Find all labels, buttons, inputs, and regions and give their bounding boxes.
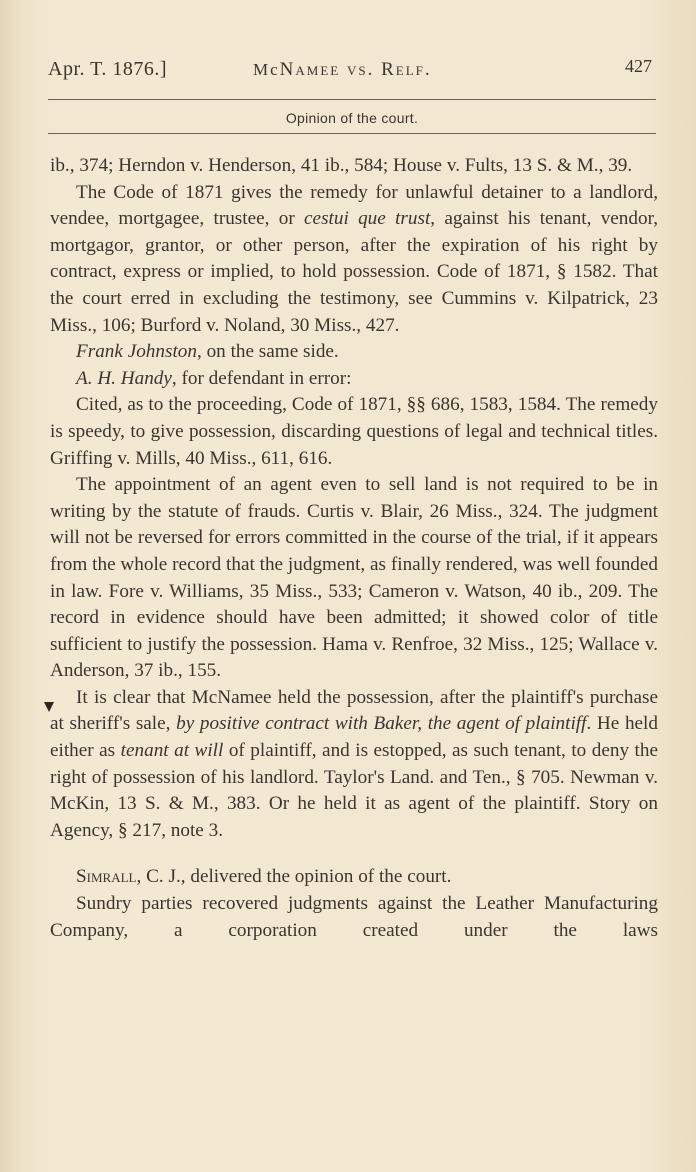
case-title-rest: Namee vs. Relf. <box>279 59 432 80</box>
paragraph: Cited, as to the proceeding, Code of 1871, §§ 686, 1583, 1584. The remedy is speedy, to give possession, discarding questions of legal and technical titles. Griffing v. Mills, 40 Miss., 611, 616. <box>50 394 658 469</box>
paragraph: Sundry parties recovered judgments against the Leather Manufacturing Company, a corporation created under the laws <box>50 893 658 941</box>
paragraph: A. H. Handy, for defendant in error: <box>76 367 352 389</box>
judge-name: Simrall, C. J. <box>76 866 181 888</box>
paragraph: ib., 374; Herndon v. Henderson, 41 ib., 584; House v. Fults, 13 S. & M., 39. <box>50 155 633 176</box>
body-text <box>50 153 658 944</box>
page-number: 427 <box>625 56 652 76</box>
paragraph: Frank Johnston, on the same side. <box>76 341 339 363</box>
paragraph: It is clear that McNamee held the possession, after the plaintiff's purchase at sheriff's sale, by positive contract with Baker, the agent of plaintiff. He held either as tenant at will of plaintiff, and is estopped, as such tenant, to deny the right of possession of his landlord. Taylor's Land. and Ten., § 705. Newman v. McKin, 13 S. & M., 383. Or he held it as agent of the plaintiff. Story on Agency, § 217, note 3. <box>50 686 658 841</box>
running-header <box>48 54 658 84</box>
paragraph: The appointment of an agent even to sell land is not required to be in writing by the statute of frauds. Curtis v. Blair, 26 Miss., 324. The judgment will not be reversed for errors committed in the course of the trial, if it appears from the whole record that the judgment, as finally rendered, was well founded in law. Fore v. Williams, 35 Miss., 533; Cameron v. Watson, 40 ib., 209. The record in evidence should have been admitted; it showed color of title sufficient to justify the possession. Hama v. Renfroe, 32 Miss., 125; Wallace v. Anderson, 37 ib., 155. <box>50 474 658 682</box>
paragraph: Simrall, C. J., delivered the opinion of the court. <box>76 866 452 888</box>
header-rule-bottom <box>48 133 656 134</box>
header-rule-top <box>48 99 656 100</box>
case-title <box>253 59 432 81</box>
term-label: Apr. T. 1876.] <box>48 58 168 80</box>
margin-mark <box>44 702 54 712</box>
paragraph: The Code of 1871 gives the remedy for unlawful detainer to a landlord, vendee, mortgagee, trustee, or cestui que trust, against his tenant, vendor, mortgagor, grantor, or other person, after the expiration of his right by contract, express or implied, to hold possession. Code of 1871, § 1582. That the court erred in excluding the testimony, see Cummins v. Kilpatrick, 23 Miss., 106; Burford v. Noland, 30 Miss., 427. <box>50 181 659 336</box>
section-subheading: Opinion of the court. <box>285 110 419 126</box>
case-title-prefix: Mc <box>253 60 280 79</box>
